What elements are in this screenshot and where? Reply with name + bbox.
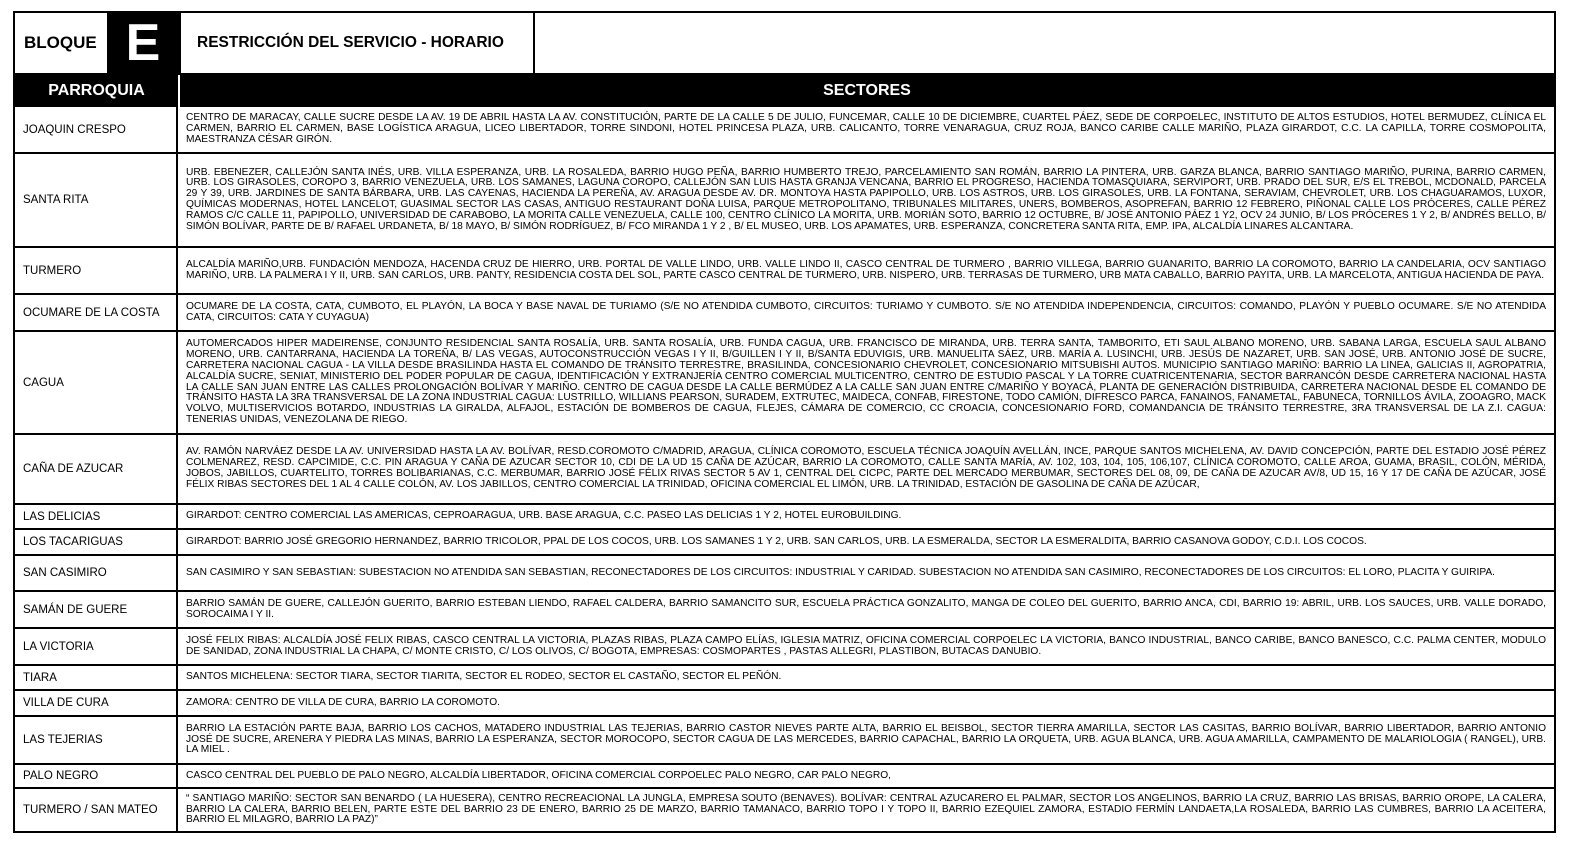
bloque-label: BLOQUE [24, 33, 97, 52]
sectores-cell [180, 332, 1554, 433]
parroquia-cell: TURMERO / SAN MATEO [15, 789, 178, 831]
parroquia-cell: SAN CASIMIRO [15, 556, 178, 590]
table-row [15, 248, 1554, 295]
table-row [15, 789, 1554, 831]
table-row [15, 717, 1554, 765]
table-row [15, 556, 1554, 592]
parroquia-cell: JOAQUIN CRESPO [15, 107, 178, 152]
sectores-text: OCUMARE DE LA COSTA, CATA, CUMBOTO, EL PLAYÓN, LA BOCA Y BASE NAVAL DE TURIAMO (S/E NO ATENDIDA CUMBOTO, CIRCUITOS: TURIAMO Y CUMBOTO. S/E NO ATENDIDA INDEPENDENCIA, CIRCUITOS: COMANDO, PLAYÓN Y PUEBLO OCUMARE. S/E NO ATENDIDA CATA, CIRCUITOS: CATA Y CUYAGUA) [186, 300, 1546, 323]
table-row [15, 592, 1554, 629]
sectores-cell [180, 666, 1554, 689]
parroquia-cell: LOS TACARIGUAS [15, 530, 178, 554]
sectores-text: BARRIO LA ESTACIÓN PARTE BAJA, BARRIO LOS CACHOS, MATADERO INDUSTRIAL LAS TEJERIAS, BARRIO CASTOR NIEVES PARTE ALTA, BARRIO EL BEISBOL, SECTOR TIERRA AMARILLA, SECTOR LAS CASITAS, BARRIO BOLÍVAR, BARRIO LIBERTADOR, BARRIO ANTONIO JOSÉ DE SUCRE, ARENERA Y PIEDRA LAS MINAS, BARRIO LA ESPERANZA, SECTOR MOROCOPO, SECTOR CAGUA DE LAS MERCEDES, BARRIO CAPACHAL, BARRIO LA ORQUETA, URB. AGUA BLANCA, URB. AGUA AMARILLA, CAMPAMENTO DE MALARIOLOGIA ( RANGEL), URB. LA MIEL . [186, 722, 1546, 756]
sectores-text: ALCALDÍA MARIÑO,URB. FUNDACIÓN MENDOZA, HACENDA CRUZ DE HIERRO, URB. PORTAL DE VALLE LINDO, URB. VALLE LINDO II, CASCO CENTRAL DE TURMERO , BARRIO VILLEGA, BARRIO GUANARITO, BARRIO LA COROMOTO, BARRIO LA CANDELARIA, OCV SANTIAGO MARIÑO, URB. LA PALMERA I Y II, URB. SAN CARLOS, URB. PANTY, RESIDENCIA COSTA DEL SOL, PARTE CASCO CENTRAL DE TURMERO, URB. NISPERO, URB. TERRASAS DE TURMERO, URB MATA CABALLO, BARRIO PAYITA, URB. LA MARCELOTA, ANTIGUA HACIENDA DE PAYA. [186, 258, 1546, 281]
bloque-letter-badge: E [107, 13, 179, 73]
parroquia-cell: OCUMARE DE LA COSTA [15, 295, 178, 330]
table-row [15, 332, 1554, 435]
parroquia-cell: VILLA DE CURA [15, 691, 178, 715]
sectores-cell [180, 556, 1554, 590]
sectores-cell [180, 765, 1554, 787]
sectores-text: JOSÉ FELIX RIBAS: ALCALDÍA JOSÉ FELIX RIBAS, CASCO CENTRAL LA VICTORIA, PLAZAS RIBAS, PLAZA CAMPO ELÍAS, IGLESIA MATRIZ, OFICINA COMERCIAL CORPOELEC LA VICTORIA, BANCO INDUSTRIAL, BANCO CARIBE, BANCO BANESCO, C.C. PALMA CENTER, MODULO DE SANIDAD, ZONA INDUSTRIAL LA CHAPA, C/ MONTE CRISTO, C/ LOS OLIVOS, C/ BOGOTA, EMPRESAS: COSMOPARTES , PASTAS ALLEGRI, PLASTIBON, BUTACAS DANUBIO. [186, 634, 1546, 657]
sectores-text: GIRARDOT: CENTRO COMERCIAL LAS AMERICAS, CEPROARAGUA, URB. BASE ARAGUA, C.C. PASEO LAS DELICIAS 1 Y 2, HOTEL EUROBUILDING. [186, 510, 902, 522]
sectores-cell [180, 530, 1554, 554]
sectores-text: BARRIO SAMÁN DE GUERE, CALLEJÓN GUERITO, BARRIO ESTEBAN LIENDO, RAFAEL CALDERA, BARRIO SAMANCITO SUR, ESCUELA PRÁCTICA GONZALITO, MANGA DE COLEO DEL GUERITO, BARRIO ANCA, CDI, BARRIO 19: ABRIL, URB. LOS SAUCES, URB. VALLE DORADO, SOROCAIMA I Y II. [186, 597, 1546, 620]
sectores-text: URB. EBENEZER, CALLEJÓN SANTA INÉS, URB. VILLA ESPERANZA, URB. LA ROSALEDA, BARRIO HUGO PEÑA, BARRIO HUMBERTO TREJO, PARCELAMIENTO SAN ROMÁN, BARRIO LA PINTERA, URB. GARZA BLANCA, BARRIO SANTIAGO MARIÑO, PURINA, BARRIO CARMEN, URB. LOS GIRASOLES, COROPO 3, BARRIO VENEZUELA, URB. LOS SAMANES, LAGUNA COROPO, CALLEJÓN SAN LUIS HASTA GRANJA VENCANA, BARRIO EL PROGRESO, HACIENDA TOMASQUIARA, SERVIPORT, URB. PRADO DEL SUR, E/S EL TREBOL, MCDONALD, PARCELA 29 Y 39, URB. JARDINES DE SANTA BÁRBARA, URB. LAS CAYENAS, HACIENDA LA PEREÑA, AV. ARAGUA DESDE AV. DR. MONTOYA HASTA PAPIPOLLO, URB. LOS ASTROS, URB. LOS GIRASOLES, URB. LA FONTANA, SERAVIAM, CHEVROLET, URB. LOS CHAGUARAMOS, LUXOR, QUÍMICAS MODERNAS, HOTEL LANCELOT, GUASIMAL SECTOR LAS CASAS, ANTIGUO RESTAURANT DOÑA LUISA, PARQUE METROPOLITANO, TRIBUNALES MILITARES, UNERS, BOMBEROS, ASOPREFAN, BARRIO 12 FEBRERO, PIÑONAL CALLE LOS PRÓCERES, CALLE PÉREZ RAMOS C/C CALLE 11, PAPIPOLLO, UNIVERSIDAD DE CARABOBO, LA MORITA CALLE VENEZUELA, CALLE 100, CENTRO CLÍNICO LA MORITA, URB. MORIÁN SOTO, BARRIO 12 OCTUBRE, B/ JOSÉ ANTONIO PÁEZ 1 Y2, OCV 24 JUNIO, B/ LOS PRÓCERES 1 Y 2, B/ ANDRÉS BELLO, B/ SIMÓN BOLÍVAR, PARTE DE B/ RAFAEL URDANETA, B/ 18 MAYO, B/ SIMÓN RODRÍGUEZ, B/ FCO MIRANDA 1 Y 2 , B/ EL MUSEO, URB. LOS APAMATES, URB. ESPERANZA, CONCRETERA SANTA RITA, EMP. IPA, ALCALDÍA LINARES ALCANTARA. [186, 166, 1546, 232]
sectores-cell [180, 592, 1554, 627]
table-row [15, 107, 1554, 154]
column-header-parroquia: PARROQUIA [48, 82, 145, 99]
parroquia-cell: PALO NEGRO [15, 765, 178, 787]
table-row [15, 691, 1554, 717]
table-row [15, 629, 1554, 666]
sectores-cell [180, 435, 1554, 503]
blank-header-cell [537, 13, 1554, 73]
sectores-text: SANTOS MICHELENA: SECTOR TIARA, SECTOR TIARITA, SECTOR EL RODEO, SECTOR EL CASTAÑO, SECTOR EL PEÑÓN. [186, 671, 782, 683]
sectores-text: CENTRO DE MARACAY, CALLE SUCRE DESDE LA AV. 19 DE ABRIL HASTA LA AV. CONSTITUCIÓN, PARTE DE LA CALLE 5 DE JULIO, FUNCEMAR, CALLE 10 DE DICIEMBRE, CUARTEL PÁEZ, SEDE DE CORPOELEC, INSTITUTO DE ALTOS ESTUDIOS, HOTEL BERMUDEZ, CLÍNICA EL CARMEN, BARRIO EL CARMEN, BASE LOGÍSTICA ARAGUA, LICEO LIBERTADOR, TORRE SINDONI, HOTEL PRINCESA PLAZA, URB. CALICANTO, TORRE VENARAGUA, CRUZ ROJA, BANCO CARIBE CALLE MARIÑO, PLAZA GIRARDOT, C.C. LA CAPILLA, TORRE COSMOPOLITA, MAESTRANZA CÉSAR GIRÓN. [186, 112, 1546, 145]
parroquia-cell: SANTA RITA [15, 154, 178, 246]
sectores-cell [180, 691, 1554, 715]
sectores-cell [180, 107, 1554, 152]
sectores-cell [180, 154, 1554, 246]
table-row [15, 530, 1554, 556]
parroquia-cell: SAMÁN DE GUERE [15, 592, 178, 627]
parroquia-cell: LA VICTORIA [15, 629, 178, 664]
table-title: RESTRICCIÓN DEL SERVICIO - HORARIO [179, 13, 535, 73]
sectores-text: CASCO CENTRAL DEL PUEBLO DE PALO NEGRO, ALCALDÍA LIBERTADOR, OFICINA COMERCIAL CORPOELEC PALO NEGRO, CAR PALO NEGRO, [186, 769, 891, 781]
table-row [15, 154, 1554, 248]
column-header-row [15, 75, 1554, 107]
parroquia-cell: CAÑA DE AZUCAR [15, 435, 178, 503]
parroquia-cell: LAS TEJERIAS [15, 717, 178, 763]
sectores-cell [180, 248, 1554, 293]
table-row [15, 666, 1554, 691]
sectores-cell [180, 629, 1554, 664]
sectores-text: “ SANTIAGO MARIÑO: SECTOR SAN BENARDO ( LA HUESERA), CENTRO RECREACIONAL LA JUNGLA, EMPRESA SOUTO (BENAVES). BOLÍVAR: CENTRAL AZUCARERO EL PALMAR, SECTOR LOS ANGELINOS, BARRIO LA CRUZ, BARRIO LAS BRISAS, BARRIO OROPE, LA CALERA, BARRIO LA CALERA, BARRIO BELEN, PARTE ESTE DEL BARRIO 23 DE ENERO, BARRIO 25 DE MARZO, BARRIO TAMANACO, BARRIO TOPO I Y TOPO II, BARRIO EZEQUIEL ZAMORA, ESTADIO FERMÍN LANDAETA,LA ROSALEDA, BARRIO LAS CUMBRES, BARRIO LA ACEITERA, BARRIO EL MILAGRO, BARRIO LA PAZ)” [186, 792, 1546, 826]
sectores-cell [180, 505, 1554, 528]
table-row [15, 295, 1554, 332]
parroquia-cell: TURMERO [15, 248, 178, 293]
sectores-text: SAN CASIMIRO Y SAN SEBASTIAN: SUBESTACION NO ATENDIDA SAN SEBASTIAN, RECONECTADORES DE LOS CIRCUITOS: INDUSTRIAL Y CARIDAD. SUBESTACION NO ATENDIDA SAN CASIMIRO, RECONECTADORES DE LOS CIRCUITOS: EL LORO, PLACITA Y GUIRIPA. [186, 566, 1495, 578]
table-row [15, 765, 1554, 789]
sectores-cell [180, 295, 1554, 330]
column-header-sectores: SECTORES [823, 82, 911, 99]
sectores-text: AV. RAMÓN NARVÁEZ DESDE LA AV. UNIVERSIDAD HASTA LA AV. BOLÍVAR, RESD.COROMOTO C/MADRID, ARAGUA, CLÍNICA COROMOTO, ESCUELA TÉCNICA JOAQUÍN AVELLÁN, INCE, PARQUE SANTOS MICHELENA, AV. DAVID CONCEPCIÓN, PARTE DEL ESTADIO JOSÉ PÉREZ COLMENAREZ, RESD. CAPCIMIDE, C.C. PIN ARAGUA Y CAÑA DE AZUCAR SECTOR 10, CDI DE LA UD 15 CAÑA DE AZÚCAR, BARRIO LA COROMOTO, CALLE SANTA MARÍA, AV. 102, 103, 104, 105, 106,107, CLÍNICA COROMOTO, CALLE AROA, GUAMA, BRASIL, COLÓN, MÉRIDA, JOBOS, JABILLOS, CUARTELITO, TORRES BOLIBARIANAS, C.C. MERBUMAR, BARRIO JOSÉ FÉLIX RIVAS SECTOR 5 AV 1, CENTRAL DEL CICPC, PARTE DEL MERCADO MERBUMAR, SECTORES DEL 08, 09, DE CAÑA DE AZUCAR AV/8, UD 15, 16 Y 17 DE CAÑA DE AZÚCAR, JOSÉ FÉLIX RIBAS SECTORES DEL 1 AL 4 CALLE COLÓN, AV. LOS JABILLOS, CENTRO COMERCIAL LA TRINIDAD, OFICINA COMERCIAL EL LIMÓN, URB. LA TRINIDAD, ESTACIÓN DE GASOLINA DE CAÑA DE AZÚCAR, [186, 446, 1546, 490]
sectores-text: AUTOMERCADOS HIPER MADEIRENSE, CONJUNTO RESIDENCIAL SANTA ROSALÍA, URB. SANTA ROSALÍA, URB. FUNDA CAGUA, URB. FRANCISCO DE MIRANDA, URB. TERRA SANTA, TAMBORITO, ETI SAUL ALBANO MORENO, URB. SABANA LARGA, ESCUELA SAUL ALBANO MORENO, URB. CANTARRANA, HACIENDA LA TOREÑA, B/ LAS VEGAS, AUTOCONSTRUCCIÓN VEGAS I Y II, B/GUILLEN I Y II, B/SANTA EDUVIGIS, URB. MANUELITA SÁEZ, URB. MARÍA A. LUSINCHI, URB. JESÚS DE NAZARET, URB. SAN JOSÉ, URB. ANTONIO JOSÉ DE SUCRE, CARRETERA NACIONAL CAGUA - LA VILLA DESDE BRASILINDA HASTA EL COMANDO DE TRÁNSITO TERRESTRE, BRASILINDA, CONCESIONARIO CHEVROLET, CONCESIONARIO MITSUBISHI AUTOS. MUNICIPIO SANTIAGO MARIÑO: BARRIO LA LINEA, GALICIAS II, AGROPATRIA, ALCALDÍA SUCRE, SENIAT, MINISTERIO DEL PODER POPULAR DE CAGUA, IDENTIFICACIÓN Y EXTRANJERÍA CENTRO COMERCIAL MULTICENTRO, CENTRO DE ESTUDIO PASCAL Y LA TORRE CUATRICENTENARIA, SECTOR BARRANCÓN DESDE CARRETERA NACIONAL HASTA LA CALLE SAN JUAN ENTRE LAS CALLES PROLONGACIÓN BOLÍVAR Y MARIÑO. CENTRO DE CAGUA DESDE LA CALLE BERMÚDEZ A LA CALLE SAN JUAN ENTRE C/MARIÑO Y BOYACÁ, PLANTA DE GENERACIÓN DISTRIBUIDA, CARRETERA NACIONAL DESDE EL COMANDO DE TRÁNSITO HASTA LA 3RA TRANSVERSAL DE LA ZONA INDUSTRIAL CAGUA: LUSTRILLO, WILLIANS PEARSON, SURADEM, EXTRUTEC, MAIDECA, CONFAB, FIRESTONE, TODO CAMIÓN, DIFRESCO PARCA, FANAINOS, FANAMETAL, FABUNECA, TORNILLOS ÁVILA, ZOOAGRO, MACK VOLVO, MULTISERVICIOS BOTARDO, INDUSTRIAS LA GIRALDA, ALFAJOL, ESTACIÓN DE BOMBEROS DE CAGUA, FLEJES, CÁMARA DE COMERCIO, CC CROACIA, CONCESIONARIO FORD, COMANDANCIA DE TRÁNSITO TERRESTRE, 3RA TRANSVERSAL DE LA Z.I. CAGUA: TENERIAS UNIDAS, VENEZOLANA DE RIEGO. [186, 338, 1546, 425]
sectores-cell [180, 717, 1554, 763]
parroquia-cell: LAS DELICIAS [15, 505, 178, 528]
sectores-cell [180, 789, 1554, 831]
sectores-text: GIRARDOT: BARRIO JOSÉ GREGORIO HERNANDEZ, BARRIO TRICOLOR, PPAL DE LOS COCOS, URB. LOS SAMANES 1 Y 2, URB. SAN CARLOS, URB. LA ESMERALDA, SECTOR LA ESMERALDITA, BARRIO CASANOVA GODOY, C.D.I. LOS COCOS. [186, 535, 1367, 547]
parroquia-cell: CAGUA [15, 332, 178, 433]
table-header [15, 13, 1554, 75]
table-row [15, 505, 1554, 530]
table-row [15, 435, 1554, 505]
restriction-table [13, 11, 1556, 833]
parroquia-cell: TIARA [15, 666, 178, 689]
sectores-text: ZAMORA: CENTRO DE VILLA DE CURA, BARRIO LA COROMOTO. [186, 696, 500, 708]
